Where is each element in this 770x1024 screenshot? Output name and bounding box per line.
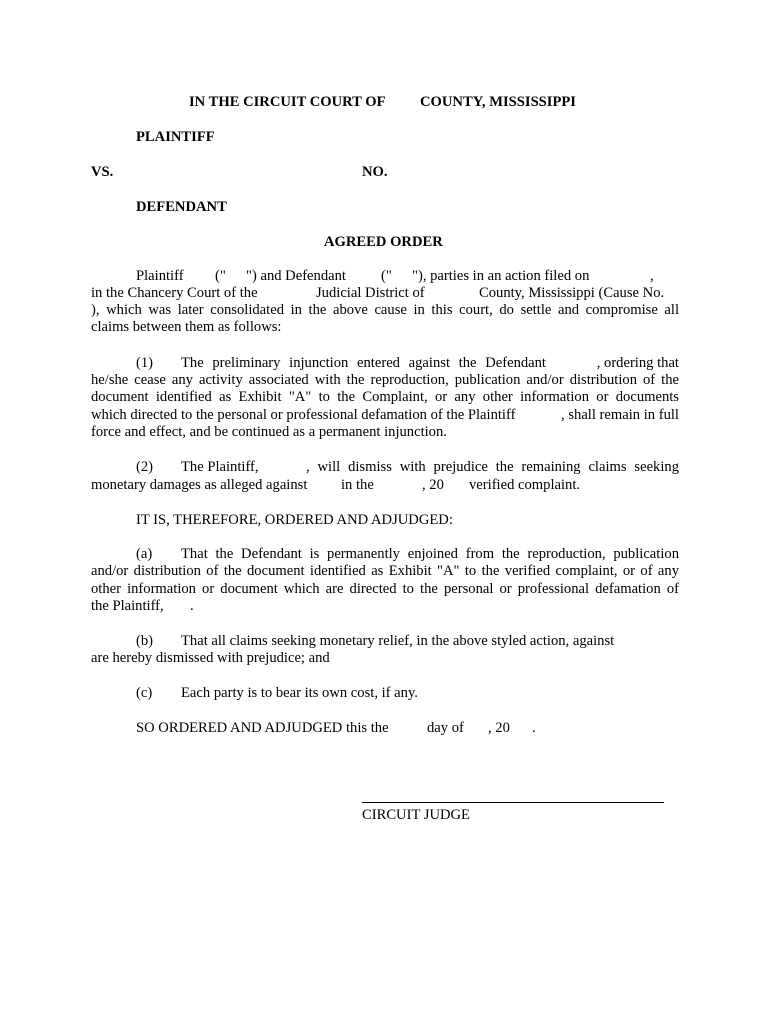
paragraph-text: monetary damages as alleged against — [91, 477, 308, 493]
intro-text: (" — [381, 268, 392, 284]
document-title: AGREED ORDER — [324, 234, 443, 250]
intro-text: (" — [215, 268, 226, 284]
paragraph-text: The Plaintiff, — [181, 459, 259, 475]
paragraph-text: verified complaint. — [469, 477, 581, 493]
intro-text: "), parties in an action filed on — [412, 268, 590, 284]
paragraph-text: That the Defendant is permanently enjoined from the reproduction, publication — [181, 546, 679, 562]
so-ordered-text: day of — [427, 720, 464, 736]
paragraph-text: document identified as Exhibit "A" to the Complaint, or any other information or documents — [91, 389, 679, 405]
so-ordered-text: . — [532, 720, 536, 736]
paragraph-text: Each party is to bear its own cost, if any. — [181, 685, 418, 701]
versus-label: VS. — [91, 164, 114, 180]
intro-text: ), which was later consolidated in the above cause in this court, do settle and compromise all — [91, 302, 679, 318]
cause-number-label: NO. — [362, 164, 388, 180]
paragraph-text: force and effect, and be continued as a permanent injunction. — [91, 424, 447, 440]
paragraph-text: . — [190, 598, 194, 614]
ordered-adjudged-heading: IT IS, THEREFORE, ORDERED AND ADJUDGED: — [136, 512, 453, 528]
paragraph-text: he/she cease any activity associated with the reproduction, publication and/or distribution of the — [91, 372, 679, 388]
intro-text: Judicial District of — [316, 285, 425, 301]
paragraph-text: The preliminary injunction entered against the Defendant — [181, 355, 546, 371]
signature-label: CIRCUIT JUDGE — [362, 807, 470, 823]
paragraph-number: (2) — [136, 459, 154, 475]
paragraph-text: , ordering that — [596, 355, 679, 371]
paragraph-text: and/or distribution of the document identified as Exhibit "A" to the verified complaint, or of any — [91, 563, 679, 579]
intro-text: County, Mississippi (Cause No. — [479, 285, 665, 301]
paragraph-text: , will dismiss with prejudice the remaining claims seeking — [306, 459, 679, 475]
paragraph-number: (b) — [136, 633, 154, 649]
paragraph-number: (a) — [136, 546, 153, 562]
signature-line — [362, 802, 664, 803]
intro-text: , — [650, 268, 654, 284]
so-ordered-text: SO ORDERED AND ADJUDGED this the — [136, 720, 389, 736]
paragraph-text: , 20 — [422, 477, 444, 493]
paragraph-text: , shall remain in full — [561, 407, 679, 423]
paragraph-text: other information or document which are directed to the personal or professional defamation of — [91, 581, 679, 597]
intro-text: ") and Defendant — [246, 268, 346, 284]
paragraph-number: (c) — [136, 685, 153, 701]
paragraph-text: That all claims seeking monetary relief, in the above styled action, against — [181, 633, 615, 649]
paragraph-text: which directed to the personal or professional defamation of the Plaintiff — [91, 407, 516, 423]
intro-text: in the Chancery Court of the — [91, 285, 258, 301]
paragraph-text: are hereby dismissed with prejudice; and — [91, 650, 330, 666]
court-heading-left: IN THE CIRCUIT COURT OF — [189, 94, 386, 110]
court-heading-right: COUNTY, MISSISSIPPI — [420, 94, 576, 110]
paragraph-text: the Plaintiff, — [91, 598, 164, 614]
plaintiff-label: PLAINTIFF — [136, 129, 215, 145]
intro-text: claims between them as follows: — [91, 319, 282, 335]
defendant-label: DEFENDANT — [136, 199, 227, 215]
intro-text: Plaintiff — [136, 268, 184, 284]
so-ordered-text: , 20 — [488, 720, 510, 736]
paragraph-number: (1) — [136, 355, 154, 371]
paragraph-text: in the — [341, 477, 374, 493]
